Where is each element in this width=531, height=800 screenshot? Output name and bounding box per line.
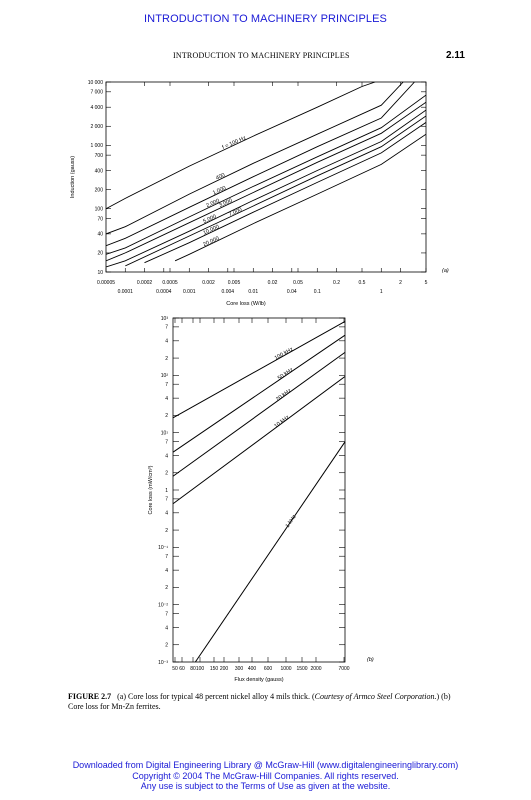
y-tick-label-b: 2 <box>165 355 168 362</box>
caption-credit: Courtesy of Armco Steel Corporation. <box>314 692 437 701</box>
curve-b <box>173 352 345 476</box>
x-tick-label-b: 1000 <box>280 666 292 672</box>
y-tick-label-b: 4 <box>165 338 168 345</box>
panel-label-a: (a) <box>442 268 449 274</box>
y-tick-label-a: 10 <box>97 269 103 276</box>
y-tick-label-b: 10² <box>160 373 168 380</box>
curve-b <box>173 376 345 503</box>
y-tick-label-b: 10⁻³ <box>158 659 168 666</box>
x-tick-label-b: 7000 <box>338 666 350 672</box>
y-tick-label-b: 7 <box>165 611 168 618</box>
x-axis-title-b: Flux density (gauss) <box>234 677 284 683</box>
y-tick-label-b: 4 <box>165 510 168 517</box>
footer-line-1: Downloaded from Digital Engineering Library @ McGraw-Hill (www.digitalengineeringlibrary.com) <box>72 760 459 770</box>
x-tick-label-a: 0.04 <box>286 289 297 295</box>
y-axis-title-a: Induction (gauss) <box>70 155 76 199</box>
y-tick-label-a: 2 000 <box>90 124 103 131</box>
y-tick-label-a: 400 <box>94 168 103 175</box>
x-tick-label-b: 150 <box>209 666 219 672</box>
x-tick-label-a: 0.005 <box>227 280 241 286</box>
caption-part-a: (a) Core loss for typical 48 percent nickel alloy 4 mils thick. ( <box>117 692 315 701</box>
curve-label-b: 50 kHz <box>276 367 295 382</box>
curve-label-a: 400 <box>215 172 227 182</box>
y-tick-label-b: 7 <box>165 439 168 446</box>
x-tick-label-a: 0.001 <box>183 289 196 295</box>
x-tick-label-a: 0.004 <box>221 289 235 295</box>
y-tick-label-a: 70 <box>97 216 103 223</box>
y-tick-label-a: 20 <box>97 250 103 257</box>
x-tick-label-a: 0.002 <box>202 280 215 286</box>
x-tick-label-b: 80 <box>190 666 196 672</box>
y-tick-label-a: 7 000 <box>90 89 103 96</box>
curve-label-b: 10 kHz <box>273 414 291 430</box>
y-tick-label-b: 4 <box>165 395 168 402</box>
x-tick-label-b: 2000 <box>310 666 322 672</box>
x-tick-label-a: 5 <box>424 280 428 286</box>
y-tick-label-a: 200 <box>94 187 103 194</box>
footer-line-2: Copyright © 2004 The McGraw-Hill Companies. All rights reserved. <box>132 770 399 781</box>
x-tick-label-b: 400 <box>247 666 257 672</box>
y-tick-label-b: 7 <box>165 554 168 561</box>
x-tick-label-a: 0.01 <box>248 289 259 295</box>
x-tick-label-a: 1 <box>379 289 383 295</box>
x-tick-label-a: 0.1 <box>313 289 321 295</box>
footer-line-3: Any use is subject to the Terms of Use as given at the website. <box>140 781 391 791</box>
y-axis-title-b: Core loss (mW/cm³) <box>148 465 154 515</box>
x-tick-label-a: 0.00005 <box>96 280 116 286</box>
y-tick-label-a: 700 <box>94 152 103 159</box>
curve-label-a: 5,000 <box>202 213 218 225</box>
y-tick-label-b: 4 <box>165 567 168 574</box>
y-tick-label-b: 7 <box>165 324 168 331</box>
y-tick-label-b: 4 <box>165 625 168 632</box>
curve-b <box>173 335 345 452</box>
curve-label-a: f = 100 Hz <box>221 135 248 151</box>
y-tick-label-b: 10¹ <box>160 430 168 437</box>
y-tick-label-b: 10³ <box>160 315 168 322</box>
y-tick-label-b: 2 <box>165 585 168 592</box>
y-tick-label-b: 2 <box>165 413 168 420</box>
panel-label-b: (b) <box>367 657 374 663</box>
y-tick-label-b: 4 <box>165 453 168 460</box>
x-tick-label-a: 0.0001 <box>117 289 133 295</box>
y-tick-label-b: 7 <box>165 382 168 389</box>
y-tick-label-a: 100 <box>94 206 103 213</box>
curve-label-a: 20,000 <box>202 235 221 249</box>
x-tick-label-b: 200 <box>219 666 229 672</box>
x-tick-label-a: 0.5 <box>358 280 366 286</box>
y-tick-label-b: 7 <box>165 496 168 503</box>
x-tick-label-b: 300 <box>234 666 244 672</box>
page-number: 2.11 <box>446 50 465 61</box>
x-axis-title-a: Core loss (W/lb) <box>226 301 266 307</box>
footer <box>0 760 531 792</box>
curve-label-a: 1,000 <box>211 185 227 197</box>
y-tick-label-b: 1 <box>165 487 168 494</box>
curve-b <box>173 321 345 417</box>
x-tick-label-a: 0.0002 <box>136 280 153 286</box>
curve-b <box>195 442 345 662</box>
x-tick-label-b: 100 <box>195 666 205 672</box>
curve-label-a: 7,000 <box>227 206 243 218</box>
top-banner: INTRODUCTION TO MACHINERY PRINCIPLES <box>144 13 387 25</box>
x-tick-label-a: 0.02 <box>267 280 278 286</box>
running-title: INTRODUCTION TO MACHINERY PRINCIPLES <box>173 51 350 60</box>
curve-label-a: 2,000 <box>205 198 221 210</box>
y-tick-label-b: 10⁻² <box>158 602 168 609</box>
x-tick-label-a: 0.0005 <box>162 280 178 286</box>
x-tick-label-b: 1500 <box>296 666 308 672</box>
x-tick-label-a: 0.05 <box>293 280 303 286</box>
y-tick-label-a: 4 000 <box>90 105 103 112</box>
curve-label-b: 20 kHz <box>275 387 293 403</box>
x-tick-label-b: 600 <box>263 666 273 672</box>
x-tick-label-b: 50 <box>172 666 178 672</box>
x-tick-label-a: 2 <box>399 280 402 286</box>
caption-part-b: ) (b) Core loss for Mn-Zn ferrites. <box>68 692 451 711</box>
curve-label-a: 10,000 <box>202 224 221 237</box>
x-tick-label-a: 0.0004 <box>156 289 172 295</box>
y-tick-label-b: 2 <box>165 642 168 649</box>
curve-label-b: 1 kHz <box>284 514 298 530</box>
y-tick-label-a: 1 000 <box>90 143 103 150</box>
x-tick-label-b: 60 <box>179 666 185 672</box>
figure-label: FIGURE 2.7 <box>68 692 112 701</box>
y-tick-label-b: 2 <box>165 527 168 534</box>
x-tick-label-a: 0.2 <box>333 280 341 286</box>
y-tick-label-a: 40 <box>97 231 103 238</box>
curve-label-a: 3,000 <box>218 197 234 209</box>
y-tick-label-a: 10 000 <box>87 79 103 86</box>
y-tick-label-b: 10⁻¹ <box>158 545 168 552</box>
figure-caption <box>68 692 468 712</box>
y-tick-label-b: 2 <box>165 470 168 477</box>
curve-label-b: 100 kHz <box>273 346 295 362</box>
